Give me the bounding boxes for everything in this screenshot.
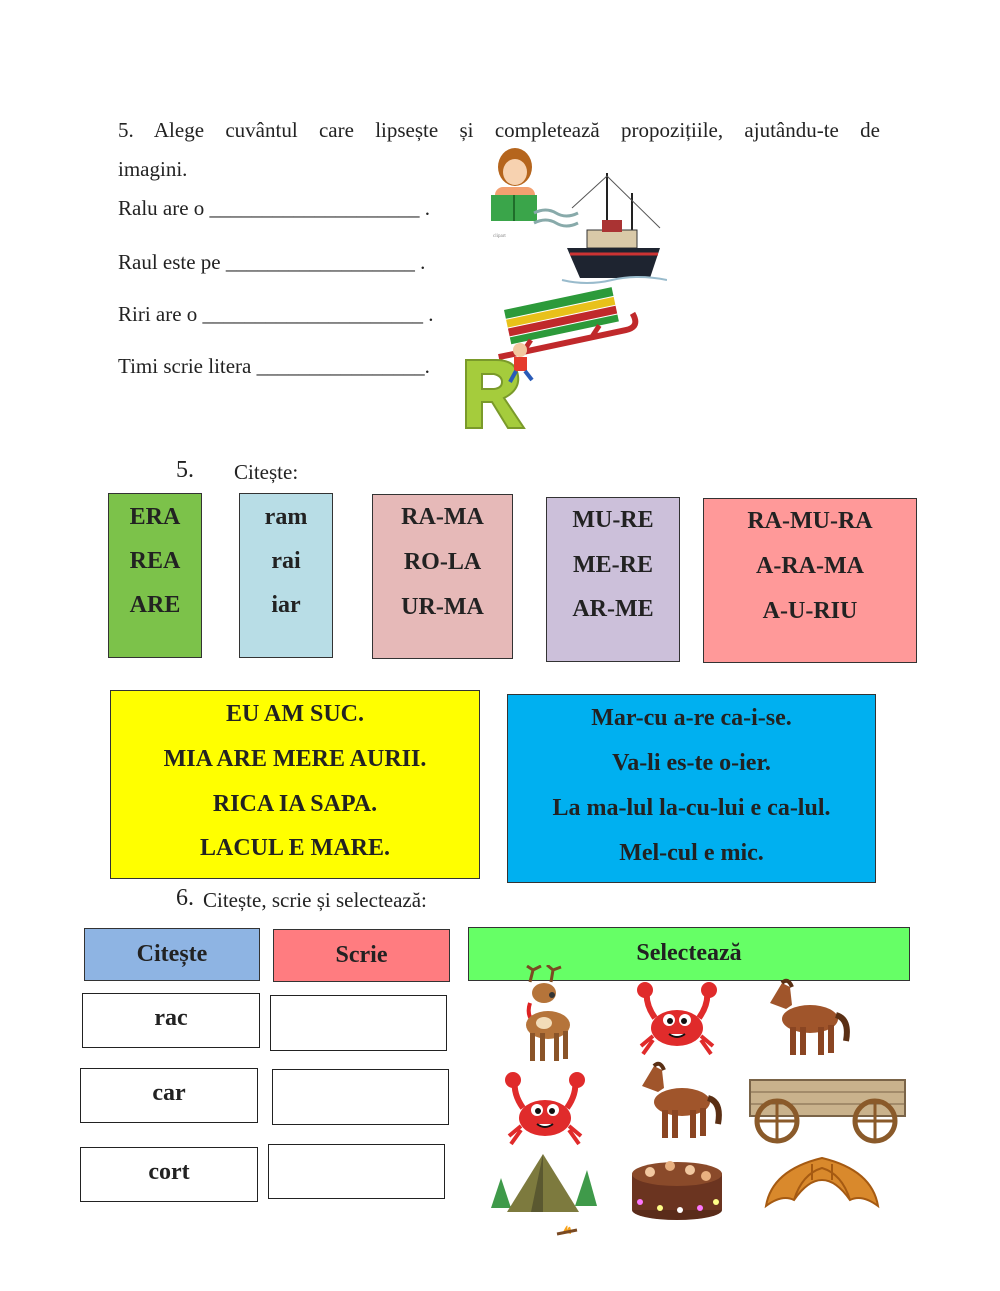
- header-read: Citește: [84, 928, 260, 981]
- write-input-rac[interactable]: [270, 995, 447, 1051]
- svg-text:clipart: clipart: [493, 234, 506, 239]
- exercise-5b-title: Citește:: [234, 460, 299, 484]
- word-rac: rac: [82, 993, 260, 1048]
- letter-r-image: [458, 340, 543, 435]
- word: iar: [271, 592, 301, 618]
- sentence: La ma-lul la-cu-lui e ca-lul.: [552, 795, 831, 821]
- word-box-1: [108, 493, 202, 658]
- sentence: LACUL E MARE.: [199, 835, 391, 861]
- word: RA-MU-RA: [747, 508, 873, 534]
- word-box-3: [372, 494, 513, 659]
- word: A-RA-MA: [756, 553, 864, 579]
- sentence-4: Timi scrie litera ________________.: [118, 354, 430, 378]
- sentence-3: Riri are o _____________________ .: [118, 302, 434, 326]
- word-box-4: [546, 497, 680, 662]
- word: MU-RE: [572, 507, 654, 533]
- word: AR-ME: [572, 596, 654, 622]
- word: UR-MA: [401, 594, 484, 620]
- uppercase-sentences-box: [110, 690, 480, 879]
- word-car: car: [80, 1068, 258, 1123]
- tent-image[interactable]: [487, 1148, 599, 1238]
- word: ME-RE: [573, 552, 653, 578]
- reindeer-image[interactable]: [508, 965, 580, 1065]
- word: ARE: [129, 592, 181, 618]
- sentence-1: Ralu are o ____________________ .: [118, 196, 431, 220]
- crab-image[interactable]: [503, 1070, 588, 1150]
- horse-image[interactable]: [760, 975, 850, 1060]
- sentence-2: Raul este pe __________________ .: [118, 250, 426, 274]
- sentence: Mar-cu a-re ca-i-se.: [591, 705, 792, 731]
- croissant-image[interactable]: [762, 1150, 882, 1214]
- sentence: RICA IA SAPA.: [212, 791, 378, 817]
- write-input-car[interactable]: [272, 1069, 449, 1125]
- word: A-U-RIU: [762, 598, 858, 624]
- cart-image[interactable]: [745, 1075, 910, 1147]
- sentence: Mel-cul e mic.: [619, 840, 764, 866]
- exercise-6-number: 6.: [176, 885, 194, 911]
- exercise-5b-number: 5.: [176, 457, 194, 483]
- exercise-5a-intro-cont: imagini.: [118, 157, 188, 181]
- ship-image: [532, 168, 667, 290]
- exercise-6-title: Citește, scrie și selectează:: [203, 888, 427, 912]
- write-input-cort[interactable]: [268, 1144, 445, 1199]
- word: RA-MA: [401, 504, 484, 530]
- header-write: Scrie: [273, 929, 450, 982]
- sentence: Va-li es-te o-ier.: [612, 750, 771, 776]
- word: rai: [271, 548, 301, 574]
- exercise-5a-intro: 5. Alege cuvântul care lipsește și completează propozițiile, ajutându-te de: [118, 118, 880, 142]
- word: ERA: [129, 504, 181, 530]
- sentence: EU AM SUC.: [225, 701, 364, 727]
- header-select: Selectează: [468, 927, 910, 981]
- cake-image[interactable]: [630, 1152, 725, 1222]
- word: ram: [264, 504, 308, 530]
- syllable-sentences-box: [507, 694, 876, 883]
- word-box-5: [703, 498, 917, 663]
- crab-image[interactable]: [635, 980, 720, 1060]
- horse-image[interactable]: [632, 1058, 722, 1143]
- sentence: MIA ARE MERE AURII.: [163, 746, 427, 772]
- word: REA: [129, 548, 181, 574]
- word-box-2: [239, 493, 333, 658]
- word: RO-LA: [403, 549, 482, 575]
- word-cort: cort: [80, 1147, 258, 1202]
